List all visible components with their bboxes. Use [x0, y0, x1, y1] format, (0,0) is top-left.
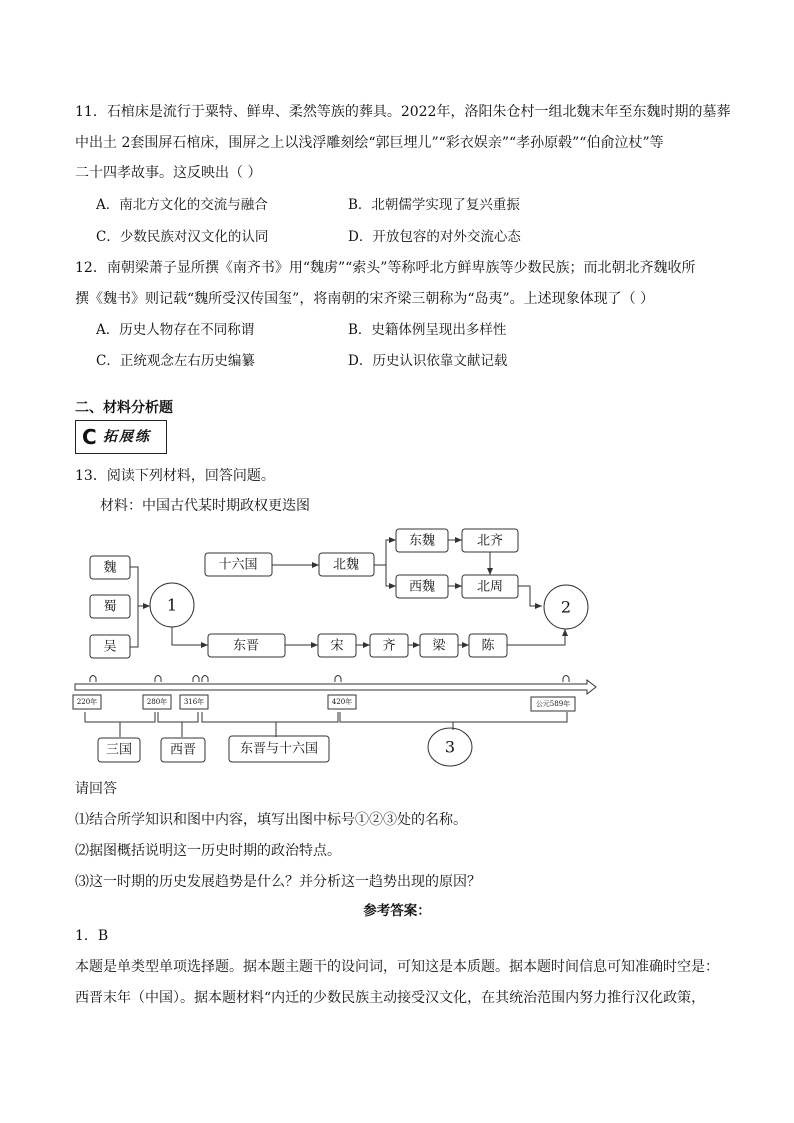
label-xijin: 西晋: [169, 742, 197, 758]
q11-line3: 二十四孝故事。这反映出（ ）: [75, 165, 262, 181]
label-circle-2: 2: [560, 597, 572, 617]
explanation-line2: 西晋末年（中国）。据本题材料“内迁的少数民族主动接受汉文化，在其统治范围内努力推行汉化政策，: [75, 990, 706, 1006]
q12-option-c: C．正统观念左右历史编纂: [96, 353, 255, 369]
badge-letter: C: [82, 425, 97, 449]
q12-line1: 12．南朝梁萧子显所撰《南齐书》用“魏虏”“索头”等称呼北方鲜卑族等少数民族；而北朝北齐魏收所: [75, 260, 696, 276]
q13-sub1: ⑴结合所学知识和图中内容，填写出图中标号①②③处的名称。: [75, 812, 467, 828]
label-beizhou: 北周: [476, 579, 504, 595]
q11-line1: 11．石棺床是流行于粟特、鲜卑、柔然等族的葬具。2022年，洛阳朱仓村一组北魏末年至东魏时期的墓葬: [75, 104, 731, 120]
label-circle-3: 3: [444, 737, 456, 757]
q13-sub3: ⑶这一时期的历史发展趋势是什么？并分析这一趋势出现的原因？: [75, 874, 481, 890]
label-circle-1: 1: [166, 595, 178, 615]
please-answer: 请回答: [75, 781, 117, 797]
label-220: 220年: [76, 698, 98, 706]
label-wei: 魏: [103, 560, 117, 576]
badge-text: 拓展练: [103, 429, 151, 445]
label-qi: 齐: [382, 638, 396, 654]
q11-option-d: D．开放包容的对外交流心态: [348, 229, 521, 245]
label-xiwei: 西魏: [408, 579, 436, 595]
q11-option-c: C．少数民族对汉文化的认同: [96, 229, 269, 245]
regime-succession-diagram: [0, 520, 794, 780]
label-280: 280年: [146, 698, 168, 706]
label-wu: 吴: [103, 639, 117, 655]
extension-badge: [75, 420, 167, 454]
label-dongjin-shiliuguo: 东晋与十六国: [239, 741, 319, 757]
label-589: 公元589年: [535, 700, 571, 708]
answers-heading: 参考答案：: [363, 903, 431, 919]
q12-option-d: D．历史认识依靠文献记载: [348, 353, 508, 369]
explanation-line1: 本题是单类型单项选择题。据本题主题干的设问词，可知这是本质题。据本题时间信息可知准确时空是：: [75, 959, 719, 975]
section-title: 二、材料分析题: [75, 400, 173, 416]
q11-option-b: B．北朝儒学实现了复兴重振: [348, 197, 520, 213]
label-316: 316年: [183, 698, 205, 706]
q13-sub2: ⑵据图概括说明这一历史时期的政治特点。: [75, 843, 341, 859]
label-song: 宋: [330, 638, 344, 654]
q13-stem: 13．阅读下列材料，回答问题。: [75, 468, 275, 484]
label-dongwei: 东魏: [408, 533, 436, 549]
q12-line2: 撰《魏书》则记载“魏所受汉传国玺”，将南朝的宋齐梁三朝称为“岛夷”。上述现象体现了（ ）: [75, 291, 655, 307]
label-420: 420年: [331, 698, 353, 706]
label-shu: 蜀: [103, 599, 117, 615]
label-sanguo: 三国: [105, 742, 133, 758]
q12-option-a: A．历史人物存在不同称谓: [96, 322, 255, 338]
label-dongjin: 东晋: [232, 638, 260, 654]
q13-material: 材料：中国古代某时期政权更迭图: [100, 498, 310, 514]
q11-option-a: A．南北方文化的交流与融合: [96, 197, 268, 213]
label-beiwei: 北魏: [332, 557, 360, 573]
q12-option-b: B．史籍体例呈现出多样性: [348, 322, 507, 338]
q11-line2: 中出土 2套围屏石棺床，围屏之上以浅浮雕刻绘“郭巨埋儿”“彩衣娱亲”“孝孙原毂”“伯俞泣杖”等: [75, 135, 664, 151]
timeline-arrow: [75, 680, 596, 694]
label-chen: 陈: [481, 638, 495, 654]
label-shiliuguo: 十六国: [218, 557, 258, 573]
label-liang: 梁: [432, 638, 446, 654]
answer-1: 1．B: [75, 928, 109, 944]
label-beiqi: 北齐: [476, 533, 504, 549]
